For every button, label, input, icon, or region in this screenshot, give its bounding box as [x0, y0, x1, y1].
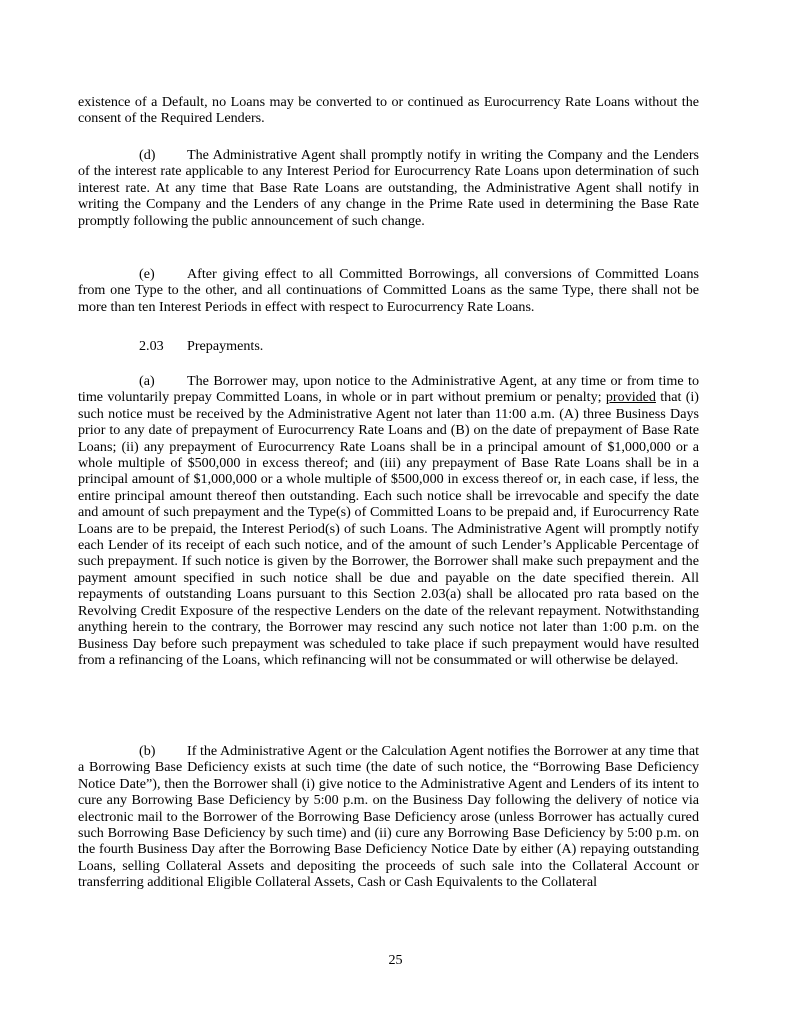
- page-number: 25: [388, 952, 403, 968]
- paragraph-d: (d) The Administrative Agent shall promptly notify in writing the Company and the Lenders of the interest rate applicable to any Interest Period for Eurocurrency Rate Loans upon determination of such interest rate. At any time that Base Rate Loans are outstanding, the Administrative Agent shall notify in writing the Company and the Lenders of any change in the Prime Rate used in determining the Base Rate promptly following the public announcement of such change.: [78, 147, 699, 229]
- paragraph-b: (b) If the Administrative Agent or the Calculation Agent notifies the Borrower at any time that a Borrowing Base Deficiency exists at such time (the date of such notice, the “Borrowing Base Deficiency Notice Date”), then the Borrower shall (i) give notice to the Administrative Agent and Lenders of its intent to cure any Borrowing Base Deficiency by 5:00 p.m. on the Business Day following the delivery of notice via electronic mail to the Borrower of the Borrowing Base Deficiency arose (unless Borrower has actually cured such Borrowing Base Deficiency by such time) and (ii) cure any Borrowing Base Deficiency by 5:00 p.m. on the fourth Business Day after the Borrowing Base Deficiency Notice Date by either (A) repaying outstanding Loans, selling Collateral Assets and depositing the proceeds of such sale into the Collateral Account or transferring additional Eligible Collateral Assets, Cash or Cash Equivalents to the Collateral: [78, 743, 699, 891]
- section-heading: [139, 338, 760, 354]
- paragraph-label: (e): [139, 266, 155, 282]
- paragraph-continuation: existence of a Default, no Loans may be converted to or continued as Eurocurrency Rate Loans without the consent of the Required Lenders.: [78, 94, 699, 127]
- section-number: 2.03: [139, 338, 164, 354]
- underlined-term: provided: [605, 389, 656, 406]
- section-title: Prepayments.: [187, 338, 264, 354]
- paragraph-label: (b): [139, 743, 156, 759]
- paragraph-a: (a) The Borrower may, upon notice to the Administrative Agent, at any time or from time to time voluntarily prepay Committed Loans, in whole or in part without premium or penalty; provided that (i) such notice must be received by the Administrative Agent not later than 11:00 a.m. (A) three Business Days prior to any date of prepayment of Eurocurrency Rate Loans and (B) on the date of prepayment of Base Rate Loans; (ii) any prepayment of Eurocurrency Rate Loans shall be in a principal amount of $1,000,000 or a whole multiple of $500,000 in excess thereof; and (iii) any prepayment of Base Rate Loans shall be in a principal amount of $1,000,000 or a whole multiple of $500,000 in excess thereof or, in each case, if less, the entire principal amount thereof then outstanding. Each such notice shall be irrevocable and specify the date and amount of such prepayment and the Type(s) of Committed Loans to be prepaid and, if Eurocurrency Rate Loans are to be prepaid, the Interest Period(s) of such Loans. The Administrative Agent will promptly notify each Lender of its receipt of each such notice, and of the amount of such Lender’s Applicable Percentage of such prepayment. If such notice is given by the Borrower, the Borrower shall make such prepayment and the payment amount specified in such notice shall be due and payable on the date specified therein. All repayments of outstanding Loans pursuant to this Section 2.03(a) shall be allocated pro rata based on the Revolving Credit Exposure of the respective Lenders on the date of the relevant repayment. Notwithstanding anything herein to the contrary, the Borrower may rescind any such notice not later than 1:00 p.m. on the Business Day before such prepayment was scheduled to take place if such prepayment would have resulted from a refinancing of the Loans, which refinancing will not be consummated or will otherwise be delayed.: [78, 373, 699, 668]
- paragraph-e: (e) After giving effect to all Committed Borrowings, all conversions of Committed Loans from one Type to the other, and all continuations of Committed Loans as the same Type, there shall not be more than ten Interest Periods in effect with respect to Eurocurrency Rate Loans.: [78, 266, 699, 315]
- paragraph-label: (d): [139, 147, 156, 163]
- paragraph-label: (a): [139, 373, 155, 389]
